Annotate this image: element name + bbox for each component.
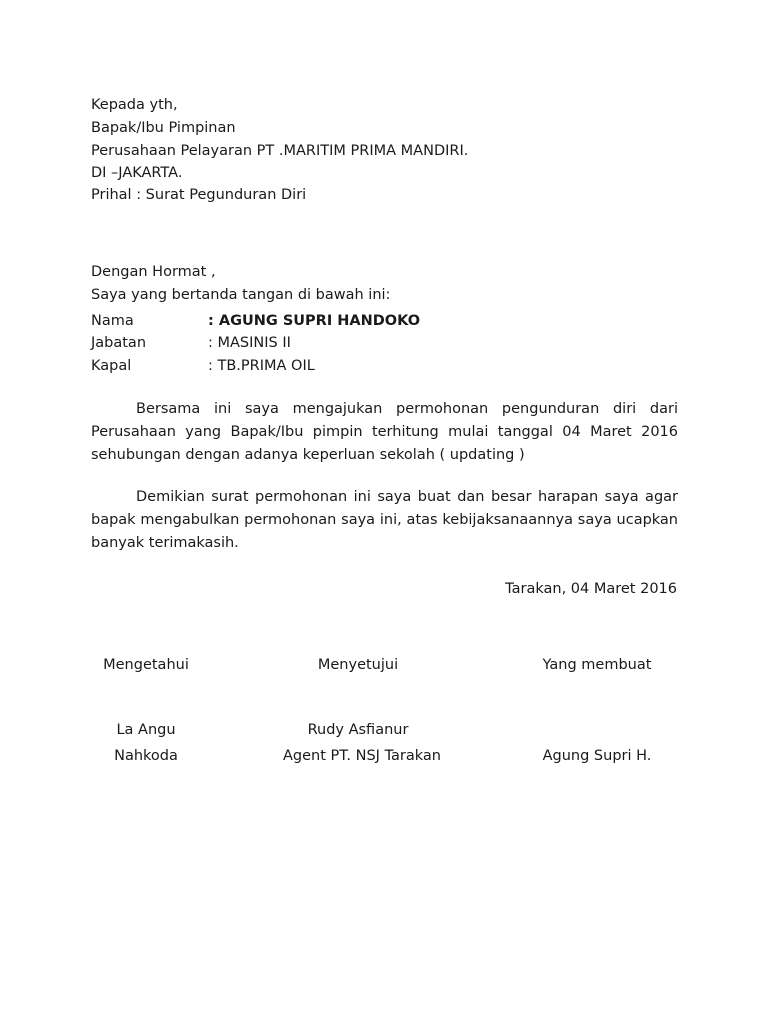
intro-line: Saya yang bertanda tangan di bawah ini: bbox=[91, 287, 391, 303]
field-label-kapal: Kapal bbox=[91, 358, 132, 374]
signature-name-2: Rudy Asfianur bbox=[307, 722, 409, 738]
address-line-1: Kepada yth, bbox=[91, 97, 178, 113]
signature-title-2: Agent PT. NSJ Tarakan bbox=[283, 748, 441, 764]
field-value-kapal: : TB.PRIMA OIL bbox=[208, 358, 315, 374]
body-paragraph-2 bbox=[91, 486, 678, 555]
subject-line: Prihal : Surat Pegunduran Diri bbox=[91, 187, 307, 203]
field-label-jabatan: Jabatan bbox=[91, 335, 147, 351]
paragraph-1-line-1: Bersama ini saya mengajukan permohonan pengunduran diri dari bbox=[136, 401, 678, 417]
field-value-nama: : AGUNG SUPRI HANDOKO bbox=[208, 313, 421, 329]
field-value-jabatan: : MASINIS II bbox=[208, 335, 291, 351]
body-paragraph-1 bbox=[91, 398, 678, 467]
address-line-2: Bapak/Ibu Pimpinan bbox=[91, 120, 236, 136]
signature-title-1: Nahkoda bbox=[114, 748, 178, 764]
date-line: Tarakan, 04 Maret 2016 bbox=[505, 581, 677, 597]
address-line-3: Perusahaan Pelayaran PT .MARITIM PRIMA MANDIRI. bbox=[91, 143, 469, 159]
paragraph-1-line-2: Perusahaan yang Bapak/Ibu pimpin terhitung mulai tanggal 04 Maret 2016 bbox=[91, 424, 678, 440]
signature-heading-yang-membuat: Yang membuat bbox=[542, 657, 652, 673]
signature-title-3: Agung Supri H. bbox=[542, 748, 652, 764]
address-line-4: DI –JAKARTA. bbox=[91, 165, 183, 181]
signature-name-1: La Angu bbox=[116, 722, 176, 738]
paragraph-2-line-1: Demikian surat permohonan ini saya buat dan besar harapan saya agar bbox=[136, 489, 678, 505]
signature-heading-menyetujui: Menyetujui bbox=[317, 657, 399, 673]
paragraph-2-line-3: banyak terimakasih. bbox=[91, 535, 239, 551]
field-label-nama: Nama bbox=[91, 313, 134, 329]
signature-heading-mengetahui: Mengetahui bbox=[103, 657, 189, 673]
paragraph-2-line-2: bapak mengabulkan permohonan saya ini, atas kebijaksanaannya saya ucapkan bbox=[91, 512, 678, 528]
paragraph-1-line-3: sehubungan dengan adanya keperluan sekolah ( updating ) bbox=[91, 447, 525, 463]
salutation: Dengan Hormat , bbox=[91, 264, 216, 280]
